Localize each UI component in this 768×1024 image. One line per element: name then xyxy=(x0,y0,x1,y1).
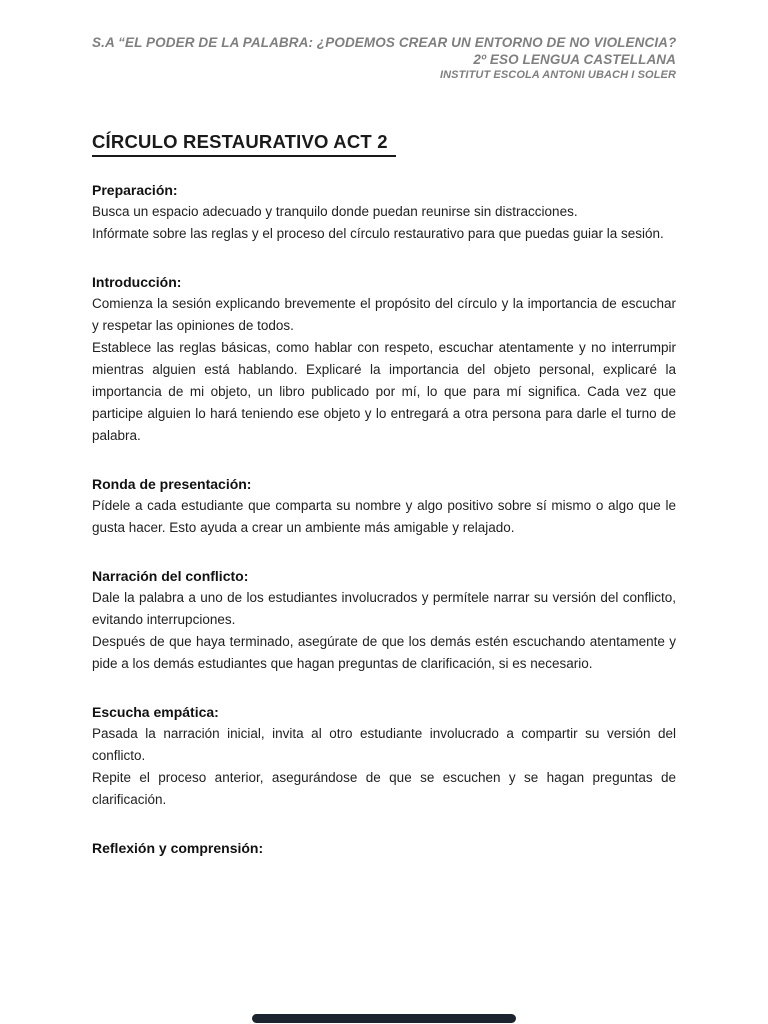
document-section xyxy=(92,271,676,447)
section-paragraph: Dale la palabra a uno de los estudiantes involucrados y permítele narrar su versión del conflicto, evitando interrupciones. xyxy=(92,590,676,627)
section-heading: Escucha empática: xyxy=(92,704,219,720)
header-project-title: S.A “EL PODER DE LA PALABRA: ¿PODEMOS CREAR UN ENTORNO DE NO VIOLENCIA? xyxy=(92,35,677,50)
page-title xyxy=(92,130,676,157)
document-section xyxy=(92,473,676,539)
section-heading: Reflexión y comprensión: xyxy=(92,840,264,856)
home-indicator-bar[interactable] xyxy=(252,1014,516,1023)
section-paragraph: Después de que haya terminado, asegúrate de que los demás estén escuchando atentamente y pide a los demás estudiantes que hagan preguntas de clarificación, si es necesario. xyxy=(92,634,676,671)
section-paragraph: Busca un espacio adecuado y tranquilo donde puedan reunirse sin distracciones. xyxy=(92,204,578,219)
section-paragraph: Comienza la sesión explicando brevemente el propósito del círculo y la importancia de escuchar y respetar las opiniones de todos. xyxy=(92,296,676,333)
document-section xyxy=(92,565,676,675)
header-school-name: INSTITUT ESCOLA ANTONI UBACH I SOLER xyxy=(439,69,676,81)
page-title-text: CÍRCULO RESTAURATIVO ACT 2 xyxy=(92,130,396,157)
section-paragraph: Pasada la narración inicial, invita al otro estudiante involucrado a compartir su versión del conflicto. xyxy=(92,726,676,763)
section-heading: Ronda de presentación: xyxy=(92,476,252,492)
document-body xyxy=(92,179,676,859)
document-section xyxy=(92,701,676,811)
document-section xyxy=(92,837,676,859)
section-paragraph: Establece las reglas básicas, como hablar con respeto, escuchar atentamente y no interrumpir mientras alguien está hablando. Explicaré la importancia del objeto personal, explicaré la importancia de mi objeto, un libro publicado por mí, lo que para mí significa. Cada vez que participe alguien lo hará teniendo ese objeto y lo entregará a otra persona para darle el turno de palabra. xyxy=(92,340,676,443)
section-heading: Preparación: xyxy=(92,182,178,198)
section-heading: Narración del conflicto: xyxy=(92,568,249,584)
section-paragraph: Pídele a cada estudiante que comparta su nombre y algo positivo sobre sí mismo o algo que le gusta hacer. Esto ayuda a crear un ambiente más amigable y relajado. xyxy=(92,498,676,535)
document-section xyxy=(92,179,676,245)
document-header xyxy=(92,34,676,83)
header-course-name: 2º ESO LENGUA CASTELLANA xyxy=(473,52,676,67)
section-paragraph: Repite el proceso anterior, asegurándose de que se escuchen y se hagan preguntas de clarificación. xyxy=(92,770,676,807)
section-paragraph: Infórmate sobre las reglas y el proceso del círculo restaurativo para que puedas guiar la sesión. xyxy=(92,226,664,241)
section-heading: Introducción: xyxy=(92,274,182,290)
